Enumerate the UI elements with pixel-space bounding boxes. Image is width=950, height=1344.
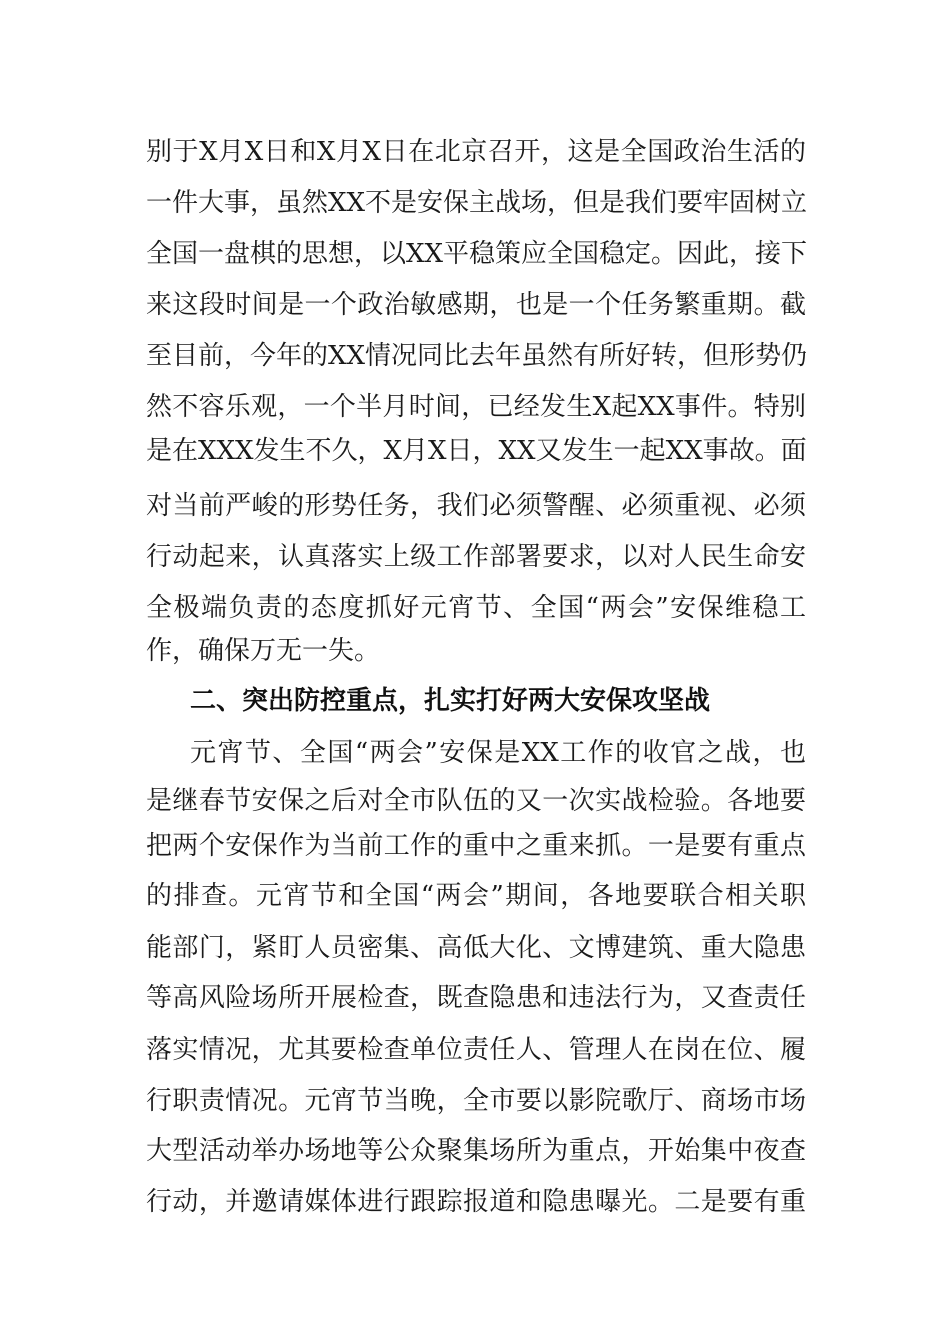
paragraph-1-line-5: 至目前，今年的XX情况同比去年虽然有所好转，但形势仍 bbox=[146, 341, 808, 371]
paragraph-1-line-11: 作，确保万无一失。 bbox=[146, 636, 381, 666]
paragraph-1-line-4: 来这段时间是一个政治敏感期，也是一个任务繁重期。截 bbox=[146, 290, 806, 320]
paragraph-1-line-8: 对当前严峻的形势任务，我们必须警醒、必须重视、必须 bbox=[146, 491, 806, 521]
paragraph-2-line-4: 的排查。元宵节和全国“两会”期间，各地要联合相关职 bbox=[146, 881, 806, 911]
paragraph-1-line-10: 全极端负责的态度抓好元宵节、全国“两会”安保维稳工 bbox=[146, 593, 806, 623]
paragraph-1-line-3: 全国一盘棋的思想，以XX平稳策应全国稳定。因此，接下 bbox=[146, 239, 808, 269]
paragraph-2-line-1: 元宵节、全国“两会”安保是XX工作的收官之战，也 bbox=[190, 738, 806, 768]
paragraph-2-line-7: 落实情况，尤其要检查单位责任人、管理人在岗在位、履 bbox=[146, 1035, 806, 1065]
paragraph-2-line-10: 行动，并邀请媒体进行跟踪报道和隐患曝光。二是要有重 bbox=[146, 1187, 806, 1217]
paragraph-1-line-2: 一件大事，虽然XX不是安保主战场，但是我们要牢固树立 bbox=[146, 188, 808, 218]
paragraph-2-line-6: 等高风险场所开展检查，既查隐患和违法行为，又查责任 bbox=[146, 983, 806, 1013]
paragraph-1-line-9: 行动起来，认真落实上级工作部署要求，以对人民生命安 bbox=[146, 542, 806, 572]
paragraph-2-line-8: 行职责情况。元宵节当晚，全市要以影院歌厅、商场市场 bbox=[146, 1086, 806, 1116]
section-heading: 二、突出防控重点，扎实打好两大安保攻坚战 bbox=[190, 686, 711, 716]
paragraph-1-line-1: 别于X月X日和X月X日在北京召开，这是全国政治生活的 bbox=[146, 137, 806, 167]
paragraph-2-line-2: 是继春节安保之后对全市队伍的又一次实战检验。各地要 bbox=[146, 786, 806, 816]
paragraph-2-line-5: 能部门，紧盯人员密集、高低大化、文博建筑、重大隐患 bbox=[146, 933, 806, 963]
paragraph-2-line-9: 大型活动举办场地等公众聚集场所为重点，开始集中夜查 bbox=[146, 1136, 806, 1166]
paragraph-1-line-6: 然不容乐观，一个半月时间，已经发生X起XX事件。特别 bbox=[146, 392, 806, 422]
paragraph-1-line-7: 是在XXX发生不久，X月X日，XX又发生一起XX事故。面 bbox=[146, 436, 807, 466]
paragraph-2-line-3: 把两个安保作为当前工作的重中之重来抓。一是要有重点 bbox=[146, 831, 806, 861]
